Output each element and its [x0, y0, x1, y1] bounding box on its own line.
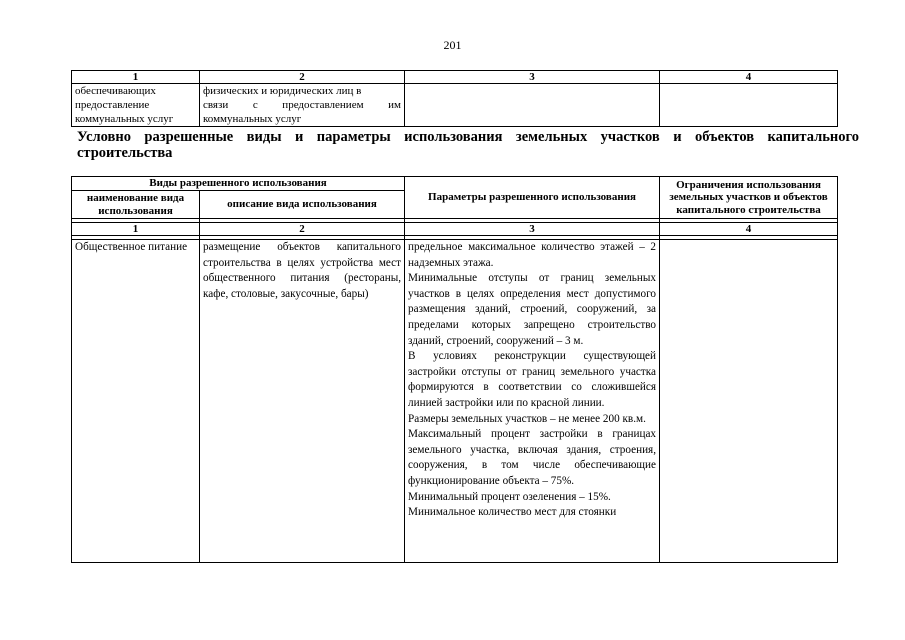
col-number-4: 4 — [660, 223, 838, 236]
table-row — [72, 240, 838, 563]
page-number: 201 — [443, 38, 462, 52]
parameter-paragraph: предельное максимальное количество этажей – 2 надземных этажа. — [408, 241, 657, 269]
top-cell-4 — [660, 84, 838, 127]
text-line: связи с предоставлением им — [203, 99, 401, 111]
col-number-4: 4 — [660, 71, 838, 84]
top-table-header-row — [72, 71, 838, 84]
main-table — [71, 176, 838, 563]
col-number-2: 2 — [200, 71, 405, 84]
top-cell-1 — [72, 84, 200, 127]
text-line: коммунальных услуг — [203, 113, 302, 125]
col-number-1: 1 — [72, 223, 200, 236]
parameter-paragraph: Размеры земельных участков – не менее 200 кв.м. — [408, 412, 646, 425]
header-name: наименование вида использования — [72, 191, 200, 219]
parameter-paragraph: В условиях реконструкции существующей застройки отступы от границ земельного участка формируются в соответствии со сложившейся линией застройки или по красной линии. — [408, 350, 657, 409]
text-line: коммунальных услуг — [75, 113, 174, 125]
col-number-3: 3 — [405, 223, 660, 236]
column-numbers-row — [72, 223, 838, 236]
main-header-row-1 — [72, 177, 838, 191]
use-description-cell: размещение объектов капитального строительства в целях устройства мест общественного питания (рестораны, кафе, столовые, закусочные, бары) — [200, 240, 405, 563]
top-cell-2 — [200, 84, 405, 127]
col-number-3: 3 — [405, 71, 660, 84]
table-row — [72, 84, 838, 127]
parameters-cell — [405, 240, 660, 563]
text-line: обеспечивающих — [75, 85, 156, 97]
top-cell-3 — [405, 84, 660, 127]
col-number-1: 1 — [72, 71, 200, 84]
header-parameters: Параметры разрешенного использования — [405, 177, 660, 219]
header-restrictions: Ограничения использования земельных участков и объектов капитального строительства — [660, 177, 838, 219]
use-name-cell: Общественное питание — [72, 240, 200, 563]
group-header: Виды разрешенного использования — [72, 177, 405, 191]
parameter-paragraph: Максимальный процент застройки в границах земельного участка, включая здания, строения, сооружения, в том числе обеспечивающие функционирование объекта – 75%. — [408, 428, 657, 487]
parameter-paragraph: Минимальные отступы от границ земельных участков в целях определения мест допустимого размещения зданий, строений, сооружений, за пределами которых запрещено строительство зданий, строений, сооружений – 3 м. — [408, 272, 657, 347]
col-number-2: 2 — [200, 223, 405, 236]
parameter-paragraph: Минимальный процент озеленения – 15%. — [408, 490, 611, 503]
text-line: предоставление — [75, 99, 150, 111]
restrictions-cell — [660, 240, 838, 563]
text-line: физических и юридических лиц в — [203, 85, 362, 97]
top-table — [71, 70, 838, 127]
header-description: описание вида использования — [200, 191, 405, 219]
section-title: Условно разрешенные виды и параметры использования земельных участков и объектов капитального строительства — [77, 129, 859, 161]
parameter-paragraph: Минимальное количество мест для стоянки — [408, 506, 617, 519]
